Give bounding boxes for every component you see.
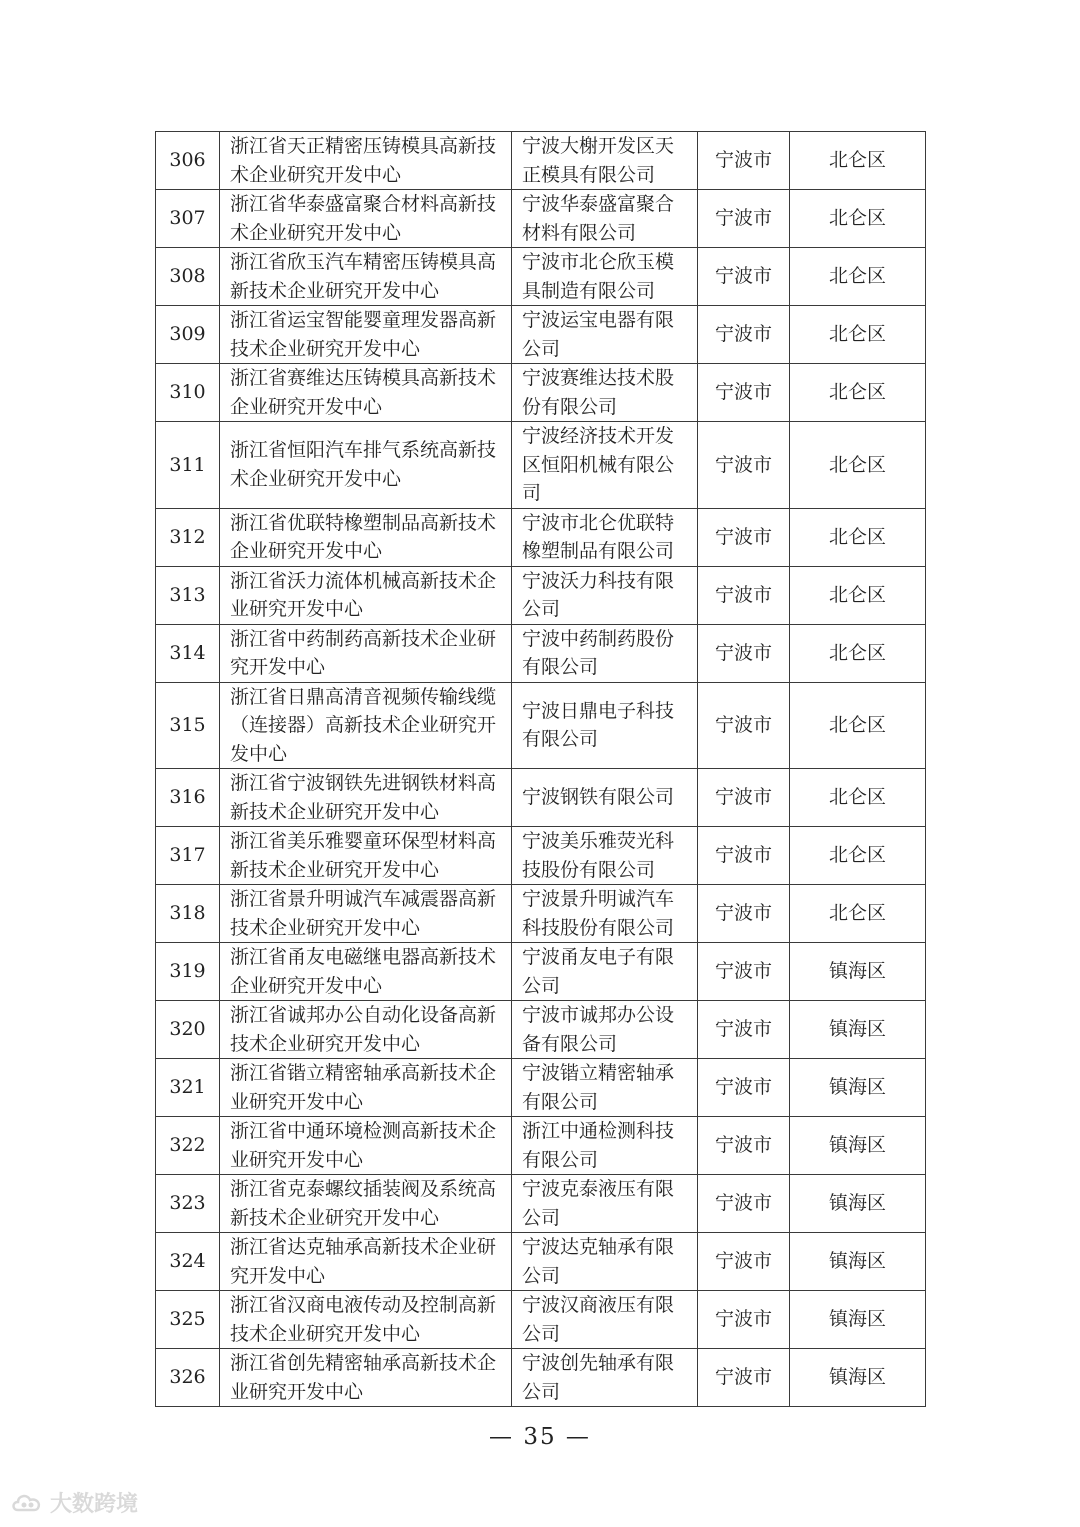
row-number: 312 [156,508,220,566]
row-number: 323 [156,1175,220,1233]
table-row [156,682,926,769]
district: 北仑区 [790,364,926,422]
row-number: 307 [156,190,220,248]
city: 宁波市 [698,769,790,827]
district: 镇海区 [790,1001,926,1059]
center-name: 浙江省达克轴承高新技术企业研究开发中心 [220,1233,512,1291]
city: 宁波市 [698,1233,790,1291]
center-name: 浙江省中通环境检测高新技术企业研究开发中心 [220,1117,512,1175]
row-number: 318 [156,885,220,943]
row-number: 321 [156,1059,220,1117]
district: 北仑区 [790,248,926,306]
table-row [156,624,926,682]
center-name: 浙江省优联特橡塑制品高新技术企业研究开发中心 [220,508,512,566]
table-row [156,1349,926,1407]
district: 镇海区 [790,1233,926,1291]
center-name: 浙江省欣玉汽车精密压铸模具高新技术企业研究开发中心 [220,248,512,306]
row-number: 313 [156,566,220,624]
district: 镇海区 [790,1349,926,1407]
district: 北仑区 [790,624,926,682]
district: 北仑区 [790,682,926,769]
table-row [156,1001,926,1059]
company-name: 宁波华泰盛富聚合材料有限公司 [512,190,698,248]
row-number: 324 [156,1233,220,1291]
company-name: 宁波汉商液压有限公司 [512,1291,698,1349]
watermark-text: 大数跨境 [50,1492,139,1517]
city: 宁波市 [698,885,790,943]
city: 宁波市 [698,190,790,248]
table-row [156,1291,926,1349]
row-number: 308 [156,248,220,306]
city: 宁波市 [698,682,790,769]
row-number: 315 [156,682,220,769]
city: 宁波市 [698,1291,790,1349]
city: 宁波市 [698,1349,790,1407]
center-name: 浙江省美乐雅婴童环保型材料高新技术企业研究开发中心 [220,827,512,885]
row-number: 316 [156,769,220,827]
row-number: 310 [156,364,220,422]
district: 北仑区 [790,190,926,248]
company-name: 宁波市北仑优联特橡塑制品有限公司 [512,508,698,566]
table-row [156,769,926,827]
row-number: 309 [156,306,220,364]
company-name: 宁波克泰液压有限公司 [512,1175,698,1233]
table-row [156,1059,926,1117]
city: 宁波市 [698,827,790,885]
center-name: 浙江省天正精密压铸模具高新技术企业研究开发中心 [220,132,512,190]
company-name: 宁波景升明诚汽车科技股份有限公司 [512,885,698,943]
row-number: 320 [156,1001,220,1059]
district: 北仑区 [790,885,926,943]
center-name: 浙江省日鼎高清音视频传输线缆（连接器）高新技术企业研究开发中心 [220,682,512,769]
city: 宁波市 [698,566,790,624]
row-number: 317 [156,827,220,885]
row-number: 311 [156,422,220,509]
row-number: 314 [156,624,220,682]
city: 宁波市 [698,248,790,306]
city: 宁波市 [698,624,790,682]
city: 宁波市 [698,364,790,422]
company-name: 宁波日鼎电子科技有限公司 [512,682,698,769]
center-name: 浙江省沃力流体机械高新技术企业研究开发中心 [220,566,512,624]
row-number: 325 [156,1291,220,1349]
center-name: 浙江省景升明诚汽车减震器高新技术企业研究开发中心 [220,885,512,943]
table-row [156,508,926,566]
table-row [156,1233,926,1291]
row-number: 319 [156,943,220,1001]
center-name: 浙江省宁波钢铁先进钢铁材料高新技术企业研究开发中心 [220,769,512,827]
district: 北仑区 [790,827,926,885]
table-row [156,827,926,885]
center-name: 浙江省克泰螺纹插装阀及系统高新技术企业研究开发中心 [220,1175,512,1233]
table-row [156,364,926,422]
table-row [156,190,926,248]
company-name: 宁波钢铁有限公司 [512,769,698,827]
center-name: 浙江省汉商电液传动及控制高新技术企业研究开发中心 [220,1291,512,1349]
watermark [10,1487,138,1518]
table-row [156,422,926,509]
table-row [156,1117,926,1175]
company-name: 宁波沃力科技有限公司 [512,566,698,624]
table-row [156,132,926,190]
table-body [156,132,926,1407]
district: 镇海区 [790,1059,926,1117]
city: 宁波市 [698,422,790,509]
company-name: 宁波创先轴承有限公司 [512,1349,698,1407]
company-name: 宁波大榭开发区天正模具有限公司 [512,132,698,190]
company-name: 宁波甬友电子有限公司 [512,943,698,1001]
center-name: 浙江省甬友电磁继电器高新技术企业研究开发中心 [220,943,512,1001]
district: 镇海区 [790,1175,926,1233]
table-row [156,1175,926,1233]
company-name: 宁波市诚邦办公设备有限公司 [512,1001,698,1059]
row-number: 326 [156,1349,220,1407]
district: 镇海区 [790,1117,926,1175]
center-name: 浙江省运宝智能婴童理发器高新技术企业研究开发中心 [220,306,512,364]
district: 北仑区 [790,132,926,190]
company-name: 宁波赛维达技术股份有限公司 [512,364,698,422]
table-row [156,306,926,364]
company-name: 宁波运宝电器有限公司 [512,306,698,364]
city: 宁波市 [698,132,790,190]
district: 北仑区 [790,508,926,566]
row-number: 322 [156,1117,220,1175]
city: 宁波市 [698,508,790,566]
center-name: 浙江省中药制药高新技术企业研究开发中心 [220,624,512,682]
company-name: 浙江中通检测科技有限公司 [512,1117,698,1175]
city: 宁波市 [698,943,790,1001]
table-row [156,885,926,943]
city: 宁波市 [698,1117,790,1175]
city: 宁波市 [698,1175,790,1233]
district: 北仑区 [790,306,926,364]
company-name: 宁波市北仑欣玉模具制造有限公司 [512,248,698,306]
center-name: 浙江省华泰盛富聚合材料高新技术企业研究开发中心 [220,190,512,248]
district: 镇海区 [790,1291,926,1349]
company-name: 宁波经济技术开发区恒阳机械有限公司 [512,422,698,509]
center-name: 浙江省创先精密轴承高新技术企业研究开发中心 [220,1349,512,1407]
table-row [156,943,926,1001]
district: 镇海区 [790,943,926,1001]
city: 宁波市 [698,1001,790,1059]
district: 北仑区 [790,422,926,509]
table-row [156,566,926,624]
district: 北仑区 [790,769,926,827]
table-row [156,248,926,306]
row-number: 306 [156,132,220,190]
enterprise-rd-center-table [155,131,926,1407]
center-name: 浙江省锴立精密轴承高新技术企业研究开发中心 [220,1059,512,1117]
company-name: 宁波中药制药股份有限公司 [512,624,698,682]
company-name: 宁波美乐雅荧光科技股份有限公司 [512,827,698,885]
district: 北仑区 [790,566,926,624]
center-name: 浙江省恒阳汽车排气系统高新技术企业研究开发中心 [220,422,512,509]
city: 宁波市 [698,306,790,364]
page-number: — 35 — [489,1424,591,1450]
center-name: 浙江省赛维达压铸模具高新技术企业研究开发中心 [220,364,512,422]
cloud-logo-icon [10,1490,44,1516]
company-name: 宁波锴立精密轴承有限公司 [512,1059,698,1117]
center-name: 浙江省诚邦办公自动化设备高新技术企业研究开发中心 [220,1001,512,1059]
city: 宁波市 [698,1059,790,1117]
company-name: 宁波达克轴承有限公司 [512,1233,698,1291]
